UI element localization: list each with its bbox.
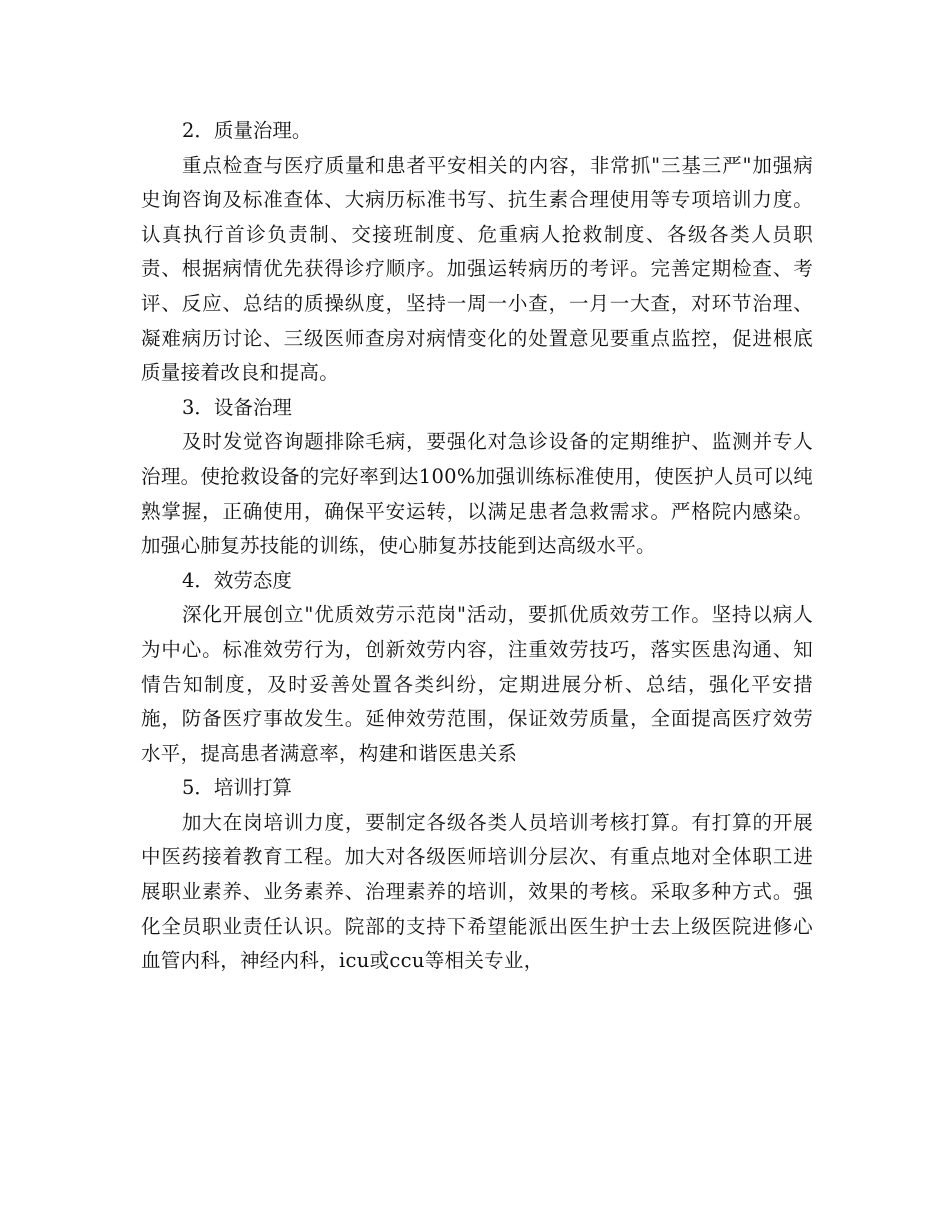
section-training-plan [141, 771, 813, 979]
section-paragraph: 及时发觉咨询题排除毛病，要强化对急诊设备的定期维护、监测并专人治理。使抢救设备的完好率到达100%加强训练标准使用，使医护人员可以纯熟掌握，正确使用，确保平安运转，以满足患者急救需求。严格院内感染。加强心肺复苏技能的训练，使心肺复苏技能到达高级水平。 [141, 430, 813, 558]
section-equipment-management [141, 391, 813, 564]
document-page [141, 114, 813, 979]
section-heading: 2．质量治理。 [182, 119, 312, 142]
section-paragraph: 重点检查与医疗质量和患者平安相关的内容，非常抓"三基三严"加强病史询咨询及标准查体、大病历标准书写、抗生素合理使用等专项培训力度。认真执行首诊负责制、交接班制度、危重病人抢救制度、各级各类人员职责、根据病情优先获得诊疗顺序。加强运转病历的考评。完善定期检查、考评、反应、总结的质操纵度，坚持一周一小查，一月一大查，对环节治理、凝难病历讨论、三级医师查房对病情变化的处置意见要重点监控，促进根底质量接着改良和提高。 [141, 153, 813, 385]
section-paragraph: 加大在岗培训力度，要制定各级各类人员培训考核打算。有打算的开展中医药接着教育工程。加大对各级医师培训分层次、有重点地对全体职工进展职业素养、业务素养、治理素养的培训，效果的考核。采取多种方式。强化全员职业责任认识。院部的支持下希望能派出医生护士去上级医院进修心血管内科，神经内科，icu或ccu等相关专业， [141, 810, 813, 973]
section-heading: 3．设备治理 [182, 395, 292, 419]
section-quality-management [141, 114, 813, 391]
section-heading: 5．培训打算 [182, 776, 292, 800]
section-heading: 4．效劳态度 [182, 568, 292, 592]
section-service-attitude [141, 564, 813, 772]
section-paragraph: 深化开展创立"优质效劳示范岗"活动，要抓优质效劳工作。坚持以病人为中心。标准效劳行为，创新效劳内容，注重效劳技巧，落实医患沟通、知情告知制度，及时妥善处置各类纠纷，定期进展分析、总结，强化平安措施，防备医疗事故发生。延伸效劳范围，保证效劳质量，全面提高医疗效劳水平，提高患者满意率，构建和谐医患关系 [141, 603, 813, 765]
